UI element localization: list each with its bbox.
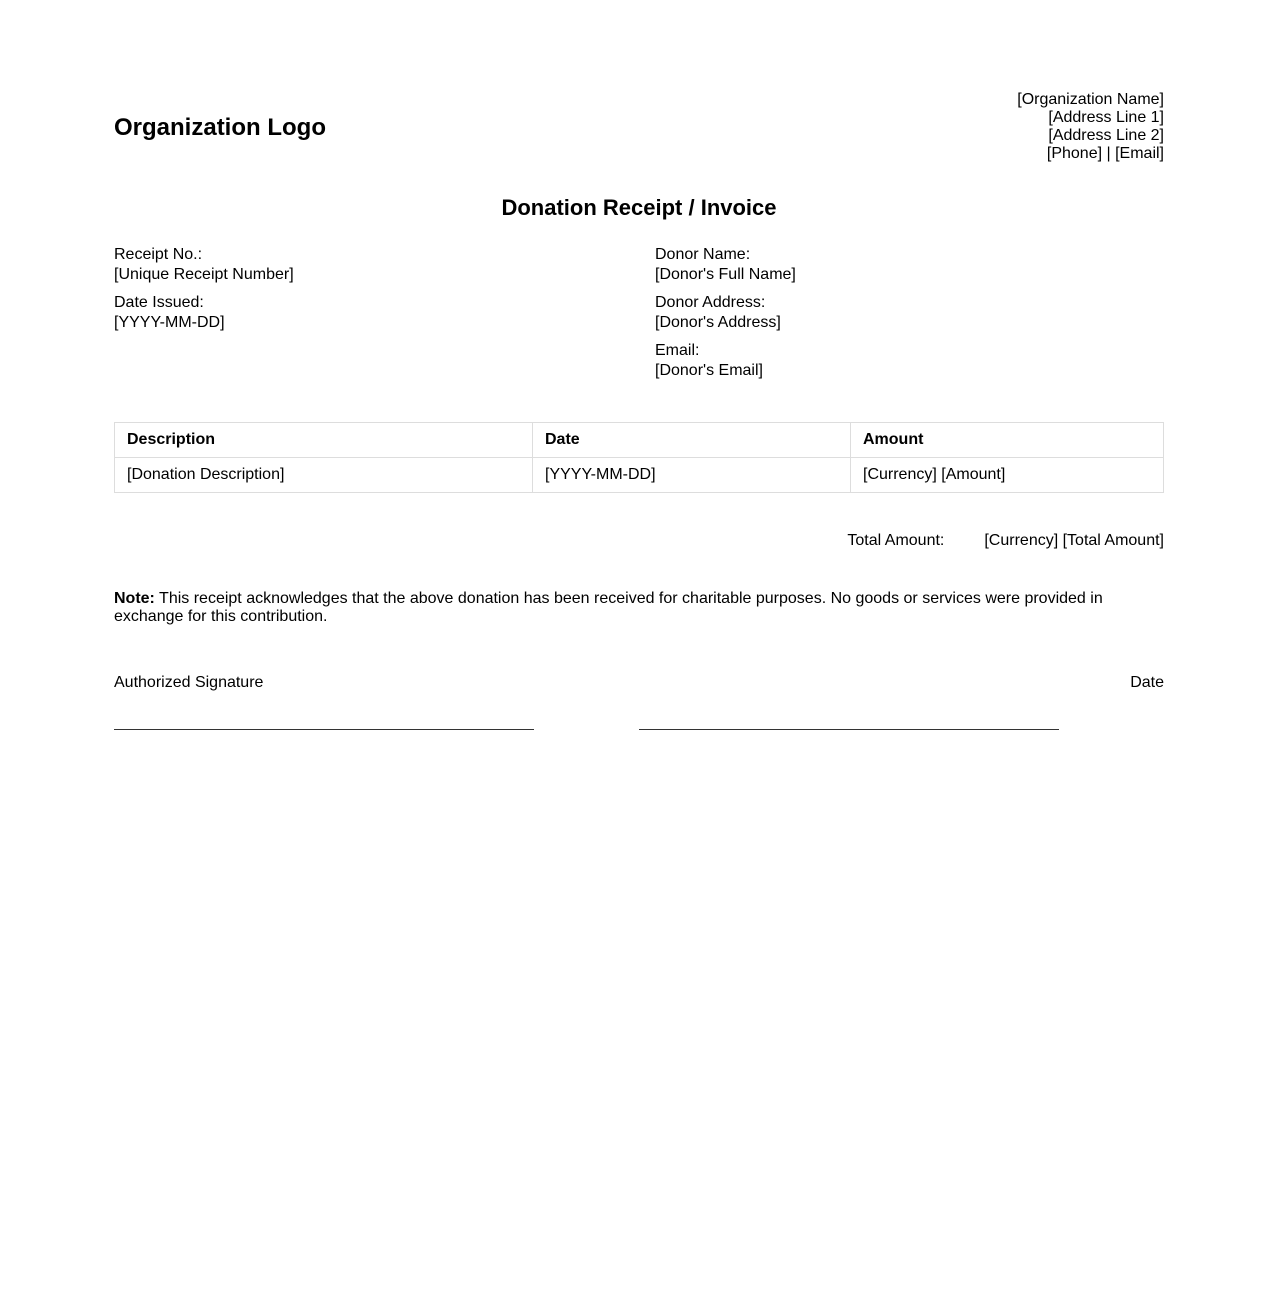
donor-email-value: [Donor's Email] [655,362,763,379]
organization-name: [Organization Name] [1017,91,1164,108]
organization-address-line-1: [Address Line 1] [1048,109,1164,126]
organization-address-line-2: [Address Line 2] [1048,127,1164,144]
cell-amount: [Currency] [Amount] [851,458,1164,493]
organization-info [1017,91,1164,163]
column-header-date: Date [533,423,851,458]
donor-name-block [655,245,796,285]
organization-contact: [Phone] | [Email] [1046,145,1164,162]
donor-address-block [655,293,796,333]
date-line [639,729,1059,730]
receipt-number-block [114,245,294,285]
total-amount-row [847,531,1164,551]
donor-email-block [655,341,796,381]
note-label: Note: [114,590,155,607]
date-issued-value: [YYYY-MM-DD] [114,314,225,331]
date-issued-block [114,293,294,333]
organization-logo: Organization Logo [114,114,326,141]
date-issued-label: Date Issued: [114,294,204,311]
donor-info [655,245,796,389]
donor-email-label: Email: [655,342,700,359]
table-header-row [115,423,1164,458]
column-header-amount: Amount [851,423,1164,458]
receipt-info [114,245,294,341]
column-header-description: Description [115,423,533,458]
donor-name-value: [Donor's Full Name] [655,266,796,283]
note-paragraph [114,590,1164,626]
donor-name-label: Donor Name: [655,246,751,263]
signature-date-label: Date [1130,674,1164,691]
donor-address-value: [Donor's Address] [655,314,781,331]
signature-line [114,729,534,730]
note-text: This receipt acknowledges that the above donation has been received for charitable purposes. No goods or services were provided in exchange for this contribution. [114,590,1103,625]
table-row [115,458,1164,493]
receipt-number-value: [Unique Receipt Number] [114,266,294,283]
donation-table [114,422,1164,493]
receipt-header [114,91,1164,171]
cell-description: [Donation Description] [115,458,533,493]
document-title: Donation Receipt / Invoice [501,195,777,220]
total-amount-label: Total Amount: [847,532,945,549]
donor-address-label: Donor Address: [655,294,766,311]
cell-date: [YYYY-MM-DD] [533,458,851,493]
receipt-number-label: Receipt No.: [114,246,203,263]
total-amount-value: [Currency] [Total Amount] [984,532,1164,549]
signature-section [114,673,1164,733]
authorized-signature-label: Authorized Signature [114,674,264,691]
